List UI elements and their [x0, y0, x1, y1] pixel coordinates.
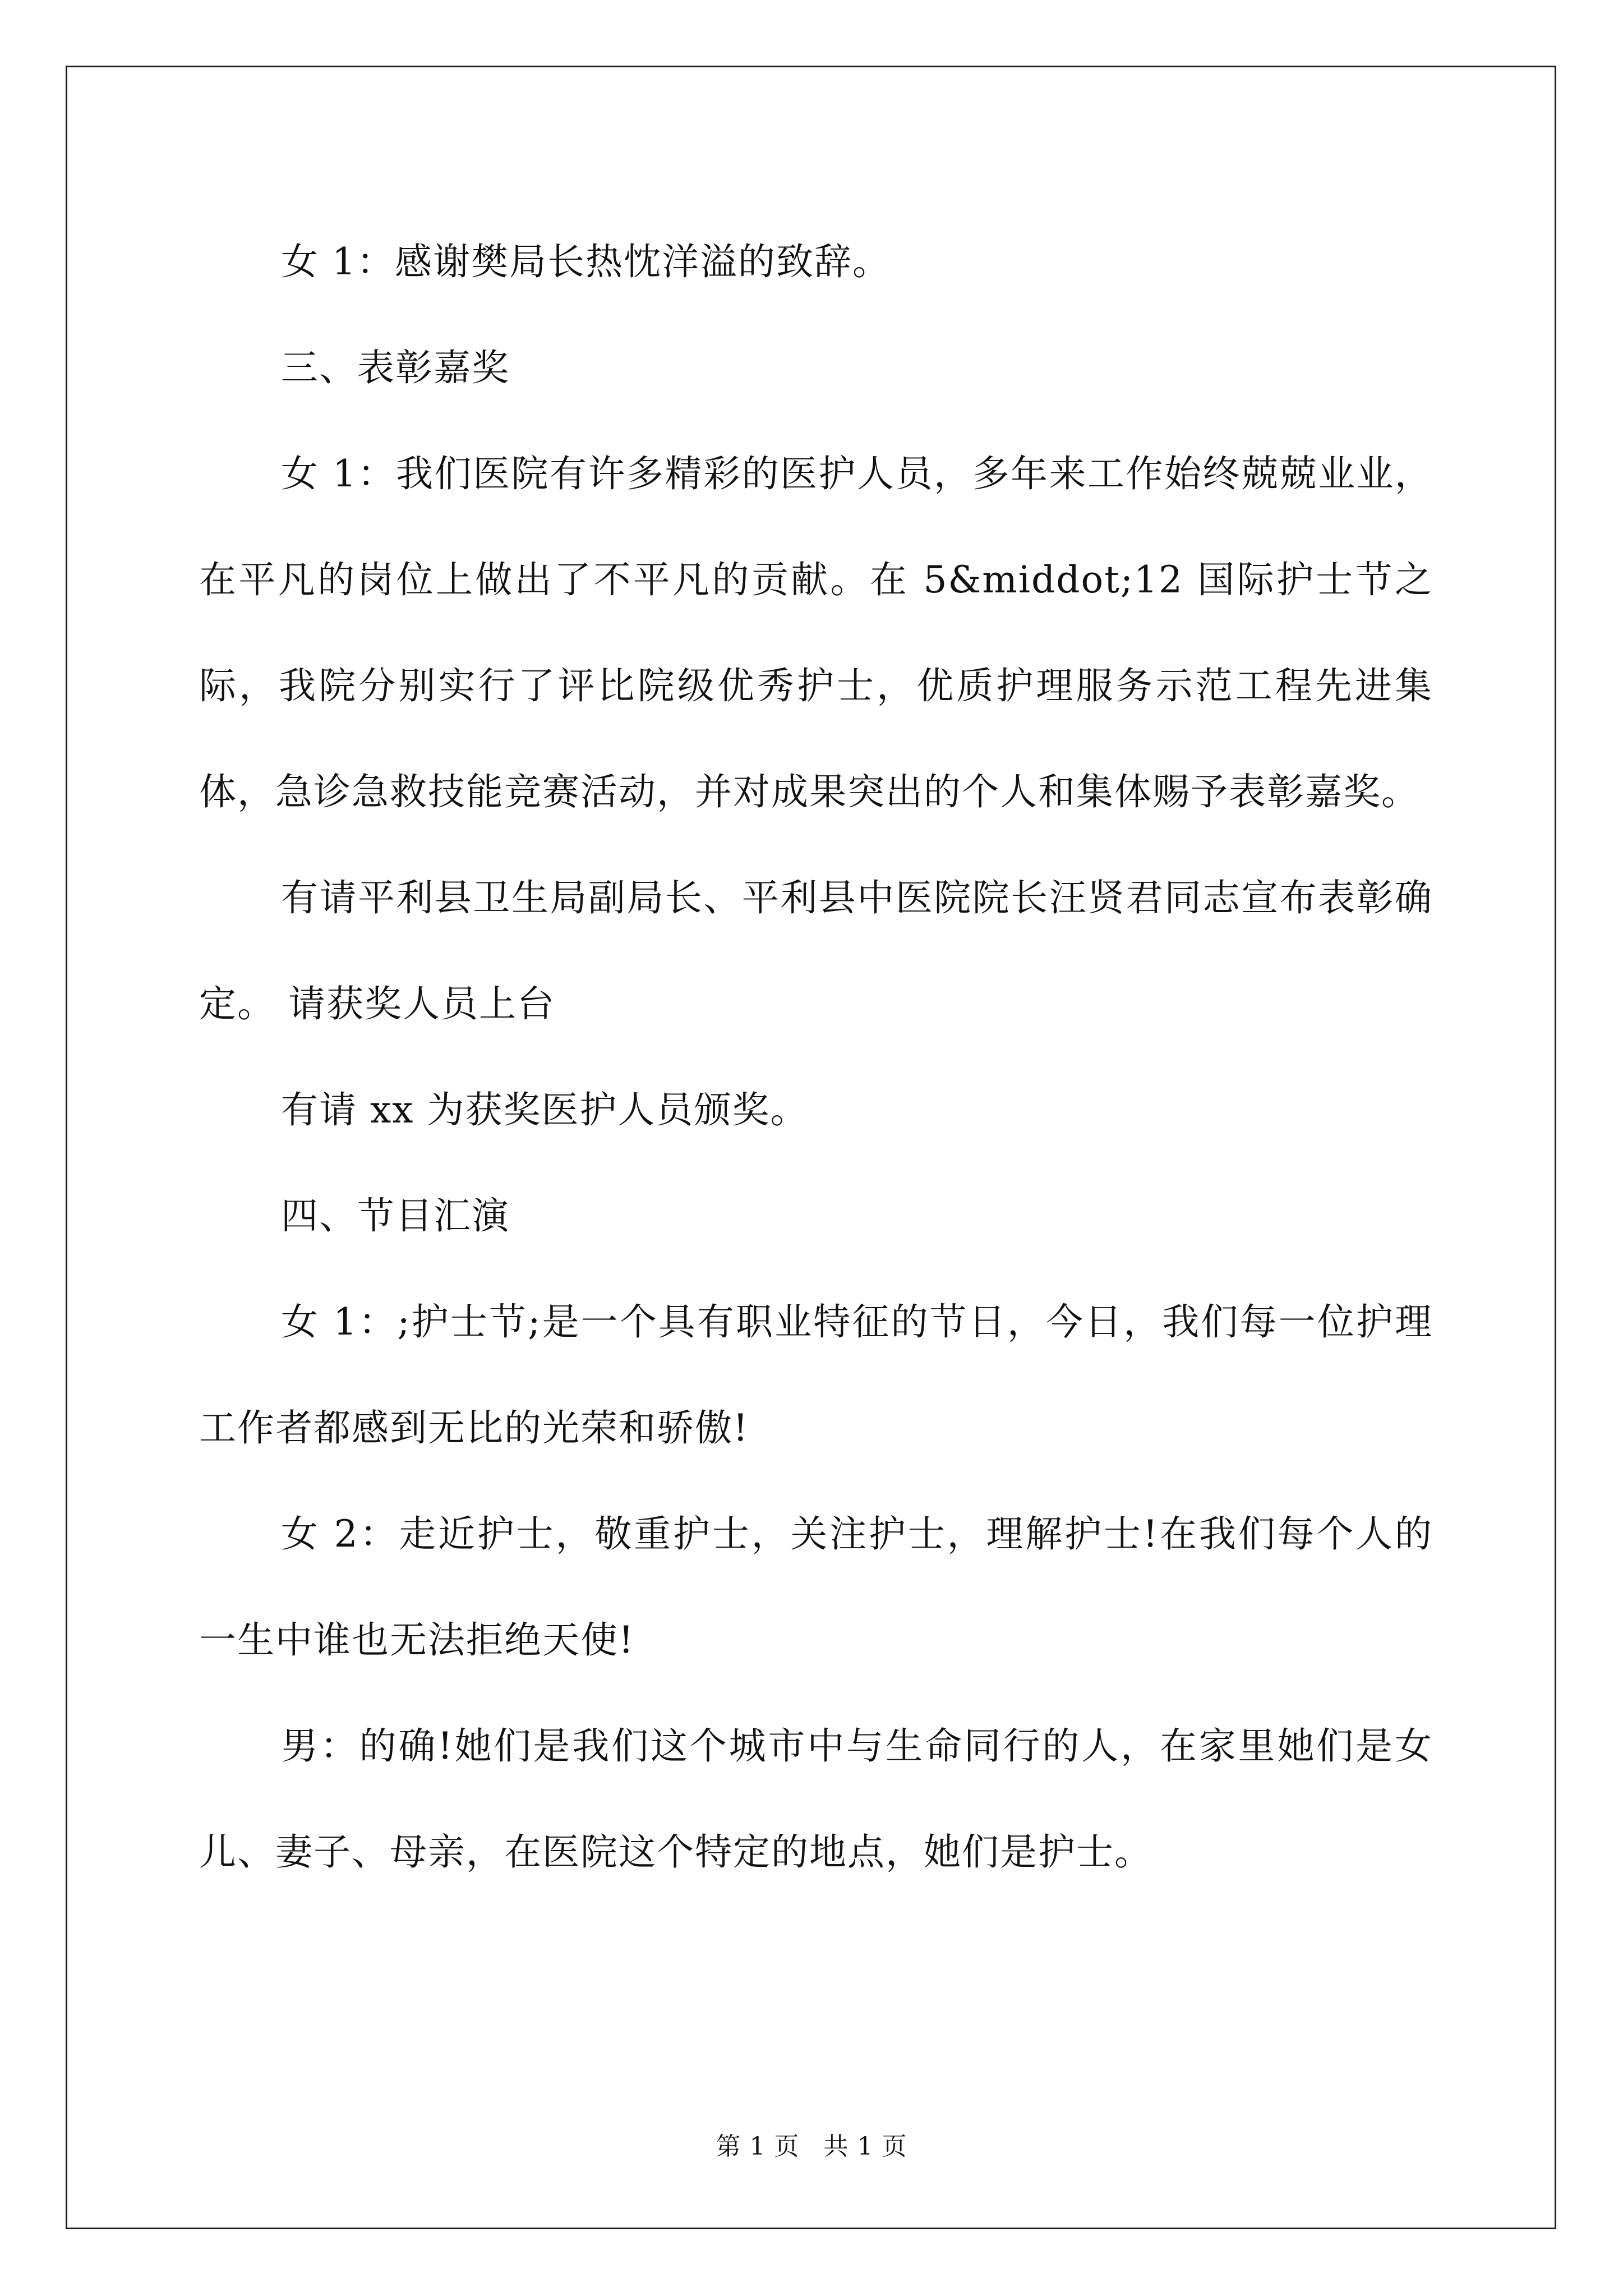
section-heading: 三、表彰嘉奖	[281, 346, 510, 389]
section-heading: 四、节目汇演	[281, 1194, 510, 1237]
paragraph: 有请 xx 为获奖医护人员颁奖。	[281, 1088, 809, 1131]
paragraph: 女 2：走近护士，敬重护士，关注护士，理解护士!在我们每个人的一生中谁也无法拒绝天使!	[199, 1512, 1433, 1662]
paragraph: 女 1：;护士节;是一个具有职业特征的节日，今日，我们每一位护理工作者都感到无比的光荣和骄傲!	[199, 1300, 1433, 1450]
paragraph: 女 1：感谢樊局长热忱洋溢的致辞。	[281, 240, 891, 283]
page-total: 共 1 页	[823, 2132, 907, 2161]
page-number: 第 1 页	[716, 2132, 800, 2161]
paragraph: 有请平利县卫生局副局长、平利县中医院院长汪贤君同志宣布表彰确定。 请获奖人员上台	[199, 876, 1433, 1025]
paragraph: 女 1：我们医院有许多精彩的医护人员，多年来工作始终兢兢业业，在平凡的岗位上做出了不平凡的贡献。在 5&middot;12 国际护士节之际，我院分别实行了评比院级优秀护士，优质护理服务示范工程先进集体，急诊急救技能竞赛活动，并对成果突出的个人和集体赐予表彰嘉奖。	[199, 452, 1433, 813]
page-footer	[0, 2126, 1623, 2162]
paragraph: 男：的确!她们是我们这个城市中与生命同行的人，在家里她们是女儿、妻子、母亲，在医院这个特定的地点，她们是护士。	[199, 1724, 1433, 1874]
document-body	[199, 209, 1433, 1905]
